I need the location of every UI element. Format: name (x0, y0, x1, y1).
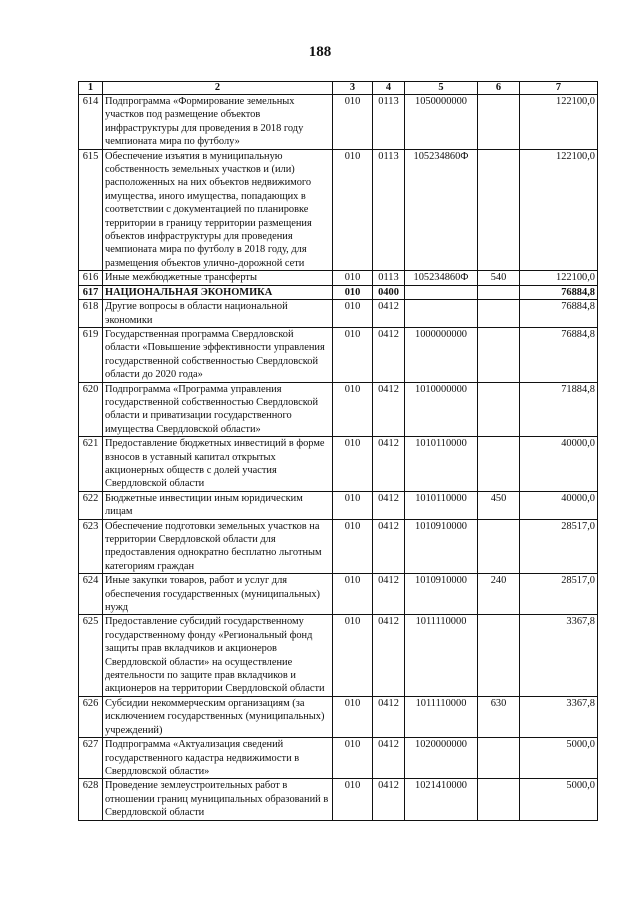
cell-section-code: 0412 (373, 696, 405, 737)
cell-ministry-code: 010 (333, 95, 373, 150)
cell-section-code: 0412 (373, 574, 405, 615)
column-header: 1 (79, 82, 103, 95)
row-description: НАЦИОНАЛЬНАЯ ЭКОНОМИКА (103, 285, 333, 299)
cell-target-article (405, 300, 478, 328)
table-row (79, 327, 598, 382)
table-row (79, 300, 598, 328)
cell-ministry-code: 010 (333, 327, 373, 382)
cell-section-code: 0412 (373, 519, 405, 574)
row-description: Субсидии некоммерческим организациям (за исключением государственных (муниципальных) учреждений) (103, 696, 333, 737)
cell-ministry-code: 010 (333, 574, 373, 615)
cell-expense-type (478, 327, 520, 382)
cell-section-code: 0412 (373, 327, 405, 382)
cell-expense-type (478, 149, 520, 271)
cell-amount: 40000,0 (520, 437, 598, 492)
table-row (79, 615, 598, 696)
cell-amount: 76884,8 (520, 285, 598, 299)
cell-section-code: 0412 (373, 491, 405, 519)
cell-amount: 71884,8 (520, 382, 598, 437)
cell-target-article (405, 285, 478, 299)
cell-section-code: 0113 (373, 271, 405, 285)
column-header: 7 (520, 82, 598, 95)
cell-expense-type: 450 (478, 491, 520, 519)
row-description: Подпрограмма «Программа управления государственной собственностью Свердловской области и приватизации государственного имущества Свердловской области» (103, 382, 333, 437)
row-number: 628 (79, 779, 103, 820)
cell-amount: 122100,0 (520, 95, 598, 150)
row-number: 621 (79, 437, 103, 492)
row-description: Иные закупки товаров, работ и услуг для обеспечения государственных (муниципальных) нужд (103, 574, 333, 615)
table-row (79, 95, 598, 150)
cell-expense-type (478, 779, 520, 820)
cell-ministry-code: 010 (333, 382, 373, 437)
table-row (79, 382, 598, 437)
table-row (79, 149, 598, 271)
page-number: 188 (308, 44, 332, 60)
row-number: 624 (79, 574, 103, 615)
cell-section-code: 0412 (373, 300, 405, 328)
cell-section-code: 0412 (373, 615, 405, 696)
row-number: 625 (79, 615, 103, 696)
cell-ministry-code: 010 (333, 285, 373, 299)
row-number: 616 (79, 271, 103, 285)
cell-section-code: 0412 (373, 382, 405, 437)
row-description: Проведение землеустроительных работ в отношении границ муниципальных образований в Свердловской области (103, 779, 333, 820)
cell-section-code: 0412 (373, 437, 405, 492)
row-number: 623 (79, 519, 103, 574)
cell-ministry-code: 010 (333, 271, 373, 285)
cell-target-article: 1010110000 (405, 437, 478, 492)
row-number: 620 (79, 382, 103, 437)
cell-target-article: 1010000000 (405, 382, 478, 437)
cell-amount: 122100,0 (520, 149, 598, 271)
cell-ministry-code: 010 (333, 437, 373, 492)
table-row (79, 696, 598, 737)
cell-expense-type: 240 (478, 574, 520, 615)
cell-amount: 5000,0 (520, 738, 598, 779)
row-number: 617 (79, 285, 103, 299)
cell-target-article: 1021410000 (405, 779, 478, 820)
cell-ministry-code: 010 (333, 615, 373, 696)
cell-expense-type (478, 738, 520, 779)
table-row (79, 738, 598, 779)
row-number: 619 (79, 327, 103, 382)
cell-amount: 122100,0 (520, 271, 598, 285)
cell-expense-type (478, 382, 520, 437)
cell-amount: 5000,0 (520, 779, 598, 820)
budget-table (78, 81, 598, 821)
cell-expense-type (478, 300, 520, 328)
cell-target-article: 1010910000 (405, 574, 478, 615)
row-number: 615 (79, 149, 103, 271)
cell-section-code: 0400 (373, 285, 405, 299)
row-number: 618 (79, 300, 103, 328)
row-description: Обеспечение подготовки земельных участков на территории Свердловской области для предоставления однократно бесплатно льготным категориям граждан (103, 519, 333, 574)
table-row (79, 491, 598, 519)
table-row (79, 271, 598, 285)
cell-expense-type (478, 615, 520, 696)
cell-expense-type (478, 437, 520, 492)
cell-section-code: 0113 (373, 95, 405, 150)
row-description: Подпрограмма «Формирование земельных участков под размещение объектов инфраструктуры для проведения в 2018 году чемпионата мира по футболу» (103, 95, 333, 150)
cell-section-code: 0412 (373, 779, 405, 820)
cell-target-article: 1011110000 (405, 696, 478, 737)
column-header: 6 (478, 82, 520, 95)
column-header: 4 (373, 82, 405, 95)
cell-ministry-code: 010 (333, 779, 373, 820)
cell-amount: 3367,8 (520, 615, 598, 696)
row-description: Бюджетные инвестиции иным юридическим лицам (103, 491, 333, 519)
row-description: Подпрограмма «Актуализация сведений государственного кадастра недвижимости в Свердловской области» (103, 738, 333, 779)
cell-ministry-code: 010 (333, 696, 373, 737)
cell-target-article: 1010110000 (405, 491, 478, 519)
table-row (79, 437, 598, 492)
cell-expense-type (478, 285, 520, 299)
table-row (79, 574, 598, 615)
row-description: Предоставление субсидий государственному государственному фонду «Региональный фонд защиты прав вкладчиков и акционеров Свердловской области» на осуществление деятельности по защите прав вкладчиков и акционеров на территории Свердловской области (103, 615, 333, 696)
row-description: Предоставление бюджетных инвестиций в форме взносов в уставный капитал открытых акционерных обществ с долей участия Свердловской области (103, 437, 333, 492)
cell-amount: 3367,8 (520, 696, 598, 737)
row-number: 614 (79, 95, 103, 150)
cell-expense-type (478, 519, 520, 574)
row-description: Иные межбюджетные трансферты (103, 271, 333, 285)
cell-amount: 28517,0 (520, 519, 598, 574)
table-row (79, 779, 598, 820)
row-number: 627 (79, 738, 103, 779)
cell-target-article: 105234860Ф (405, 271, 478, 285)
table-row (79, 519, 598, 574)
cell-amount: 28517,0 (520, 574, 598, 615)
header-row (79, 82, 598, 95)
cell-amount: 40000,0 (520, 491, 598, 519)
cell-target-article: 105234860Ф (405, 149, 478, 271)
cell-section-code: 0113 (373, 149, 405, 271)
column-header: 3 (333, 82, 373, 95)
cell-ministry-code: 010 (333, 738, 373, 779)
cell-target-article: 1011110000 (405, 615, 478, 696)
cell-expense-type: 630 (478, 696, 520, 737)
cell-ministry-code: 010 (333, 149, 373, 271)
row-number: 626 (79, 696, 103, 737)
cell-amount: 76884,8 (520, 300, 598, 328)
row-number: 622 (79, 491, 103, 519)
cell-expense-type (478, 95, 520, 150)
cell-target-article: 1020000000 (405, 738, 478, 779)
cell-amount: 76884,8 (520, 327, 598, 382)
cell-ministry-code: 010 (333, 519, 373, 574)
cell-target-article: 1000000000 (405, 327, 478, 382)
row-description: Государственная программа Свердловской области «Повышение эффективности управления государственной собственностью Свердловской области до 2020 года» (103, 327, 333, 382)
cell-target-article: 1010910000 (405, 519, 478, 574)
column-header: 2 (103, 82, 333, 95)
cell-section-code: 0412 (373, 738, 405, 779)
cell-ministry-code: 010 (333, 491, 373, 519)
table-row (79, 285, 598, 299)
cell-ministry-code: 010 (333, 300, 373, 328)
cell-target-article: 1050000000 (405, 95, 478, 150)
column-header: 5 (405, 82, 478, 95)
row-description: Другие вопросы в области национальной экономики (103, 300, 333, 328)
cell-expense-type: 540 (478, 271, 520, 285)
row-description: Обеспечение изъятия в муниципальную собственность земельных участков и (или) расположенных на них объектов недвижимого имущества, иного имущества, попадающих в соответствии с документацией по планировке территории в границу территории размещения объектов инфраструктуры для проведения чемпионата мира по футболу в 2018 году, для размещения объектов улично-дорожной сети (103, 149, 333, 271)
